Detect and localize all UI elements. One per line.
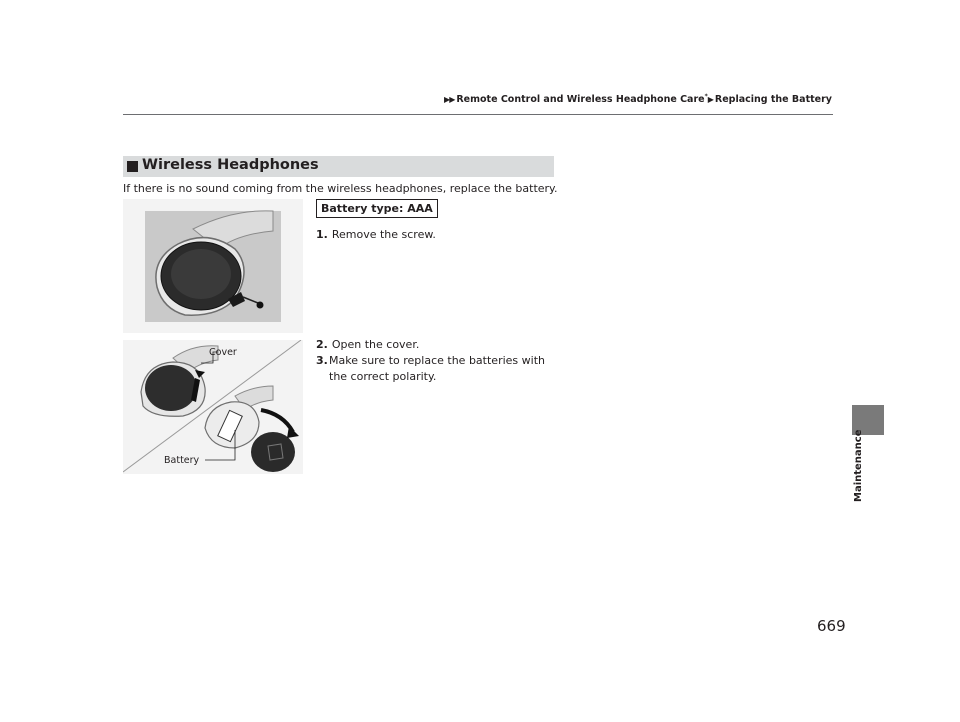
double-triangle-icon: ▶▶	[444, 95, 455, 105]
breadcrumb	[444, 93, 832, 105]
step-number: 3.	[316, 354, 328, 367]
step-number: 1.	[316, 228, 328, 241]
step-1	[316, 228, 436, 241]
intro-text: If there is no sound coming from the wireless headphones, replace the battery.	[123, 182, 558, 195]
callout-cover: Cover	[209, 347, 237, 358]
step-text: Open the cover.	[331, 338, 420, 351]
open-cover-illustration	[123, 340, 303, 474]
callout-battery: Battery	[164, 455, 200, 466]
section-title: Wireless Headphones	[142, 157, 319, 173]
step-2	[316, 338, 419, 351]
black-square-icon	[127, 161, 138, 172]
headphone-screw-illustration	[123, 199, 303, 333]
step-text: Remove the screw.	[331, 228, 436, 241]
triangle-icon: ▶	[707, 95, 713, 105]
figure-open-cover	[123, 340, 303, 474]
asterisk-mark: *	[704, 93, 708, 100]
breadcrumb-part-1: Remote Control and Wireless Headphone Care	[456, 94, 705, 106]
step-text: Make sure to replace the batteries with the correct polarity.	[329, 354, 545, 383]
breadcrumb-part-2: Replacing the Battery	[714, 94, 832, 106]
header-rule	[123, 114, 833, 115]
battery-type-label: Battery type: AAA	[316, 199, 438, 218]
step-number: 2.	[316, 338, 328, 351]
page-number: 669	[817, 617, 846, 635]
chapter-label: Maintenance	[853, 429, 864, 502]
step-3	[316, 353, 556, 385]
figure-remove-screw	[123, 199, 303, 333]
